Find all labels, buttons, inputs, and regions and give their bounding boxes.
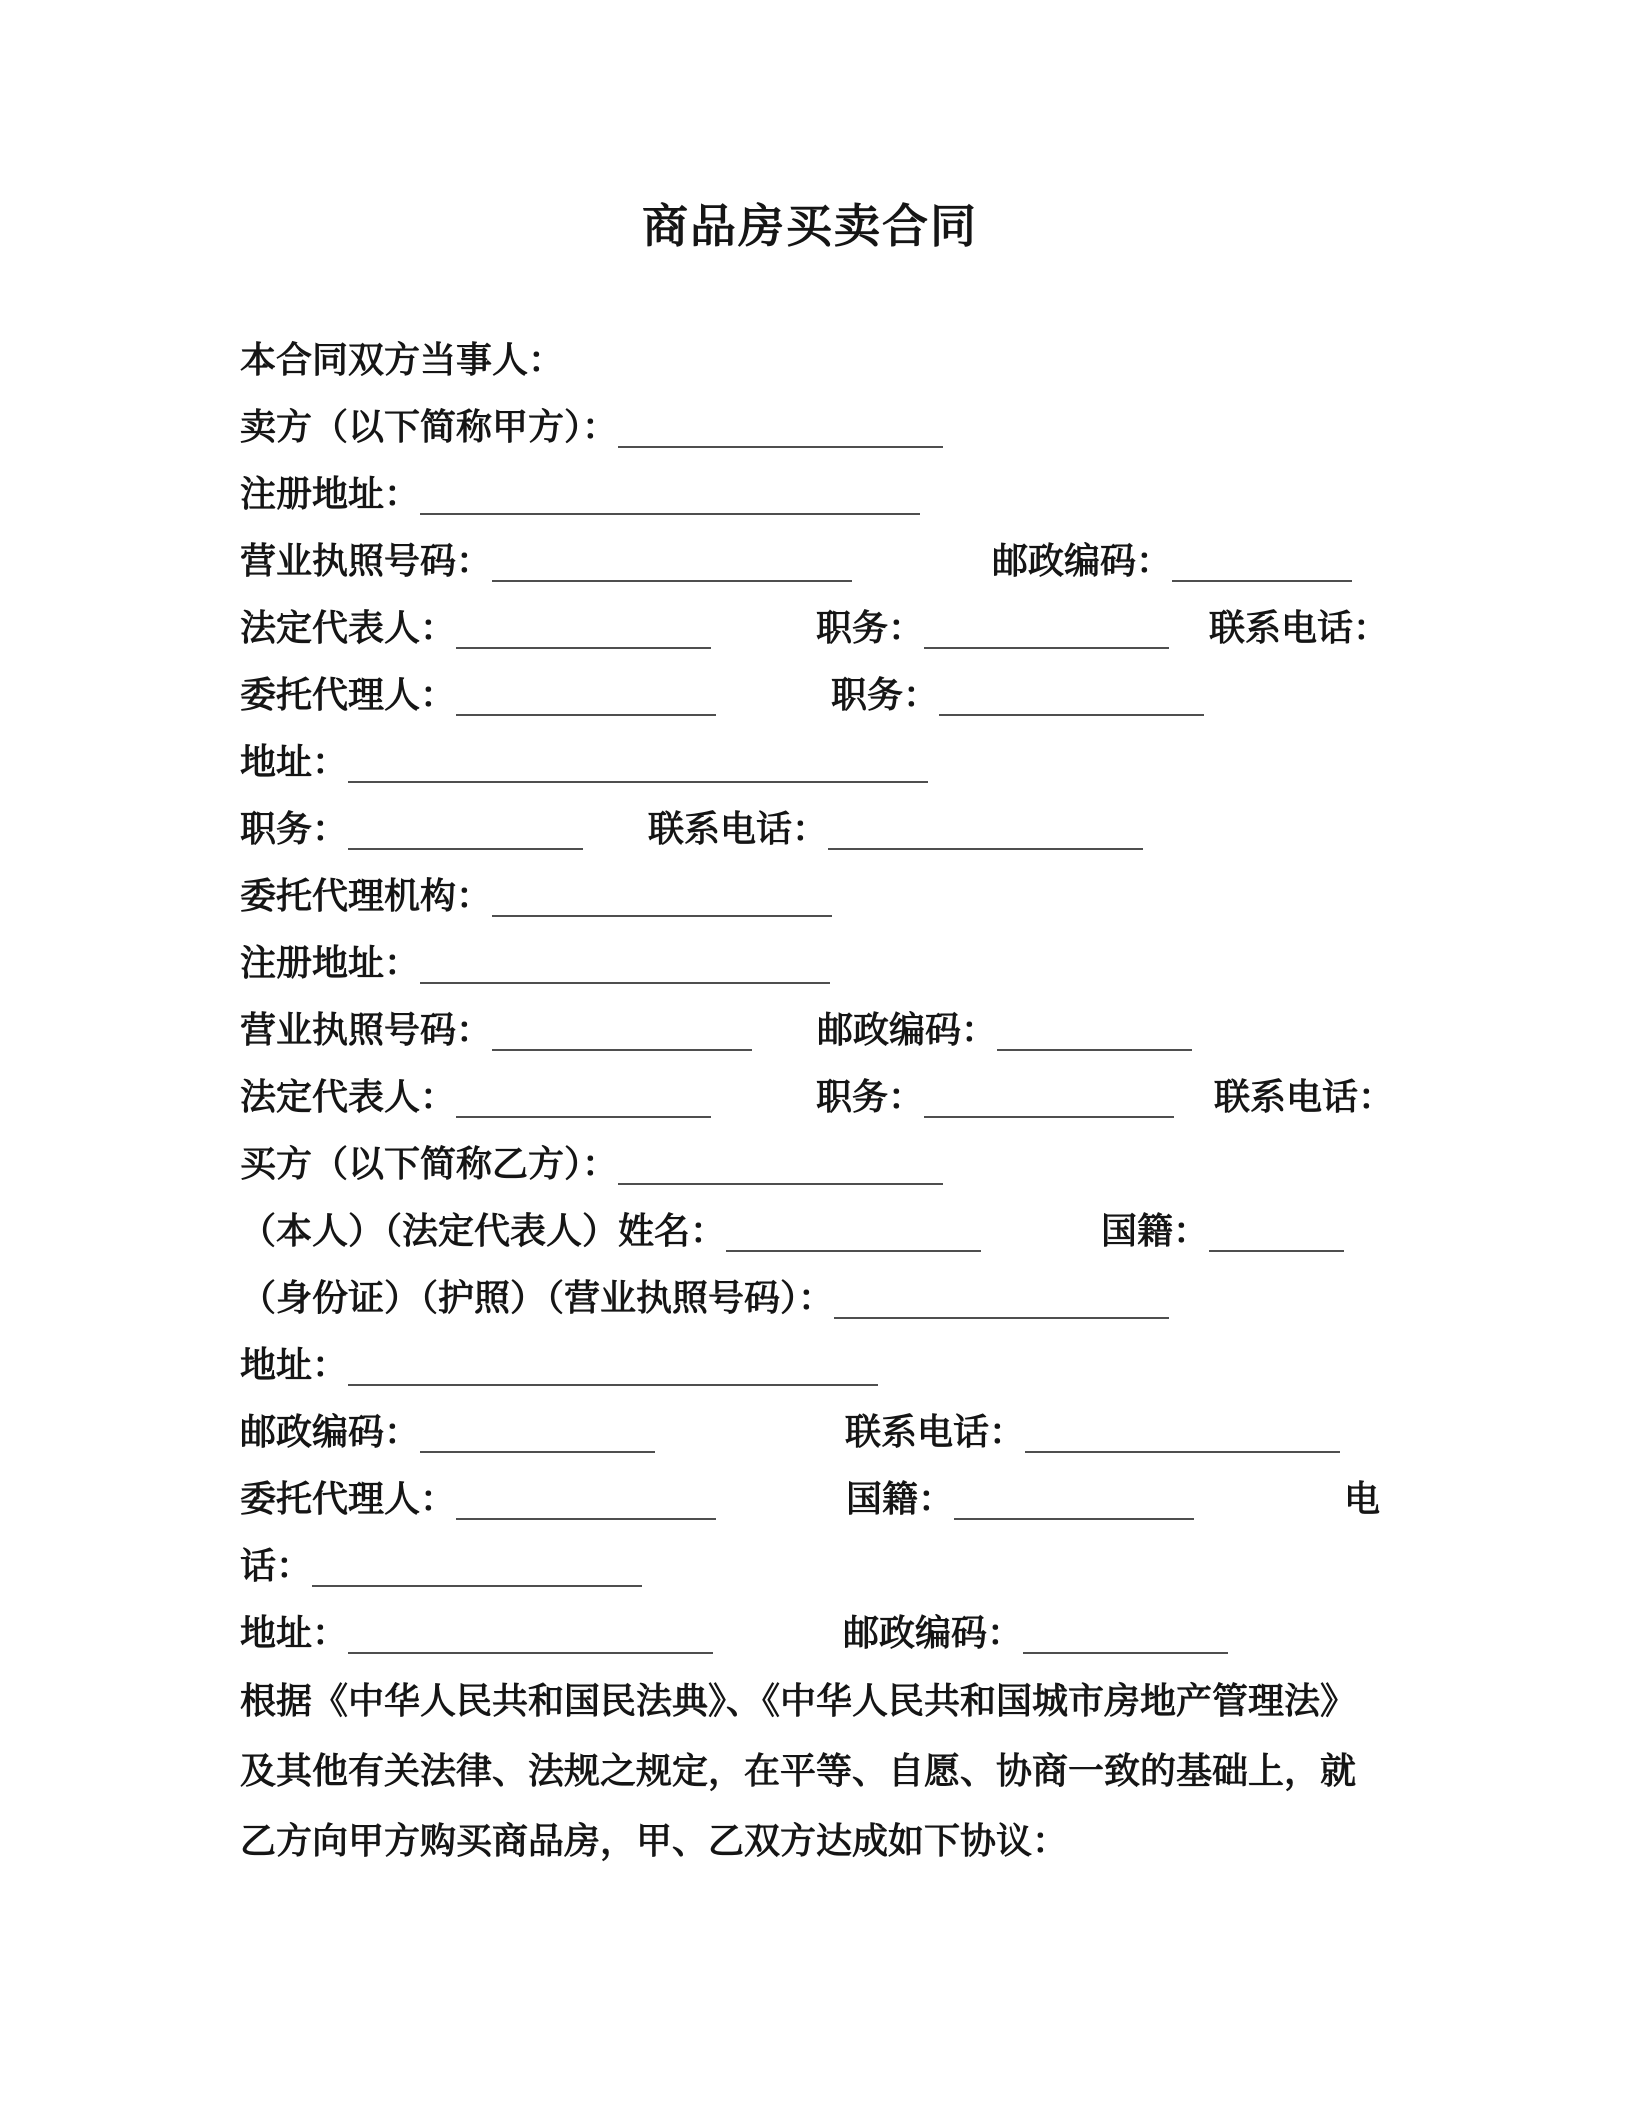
blank-underline-field [1025,1449,1340,1453]
blank-underline-field [348,1382,878,1386]
field-label: 联系电话： [845,1411,1026,1452]
field-label: 邮政编码： [992,540,1173,581]
form-line [240,1465,1380,1532]
field-label: 职务： [816,1076,925,1117]
field-label: 职务： [831,674,940,715]
field-label: 国籍： [846,1478,955,1519]
form-line [240,996,1380,1063]
field-label: 国籍： [1101,1210,1210,1251]
field-label: 话： [240,1545,313,1586]
field-label: 职务： [240,808,349,849]
field-label: 联系电话： [648,808,829,849]
blank-underline-field [420,980,830,984]
blank-underline-field [1172,578,1352,582]
blank-underline-field [828,846,1143,850]
field-label: 委托代理人： [240,1478,457,1519]
field-label: 注册地址： [240,473,421,514]
closing-paragraph-line: 及其他有关法律、法规之规定，在平等、自愿、协商一致的基础上，就 [240,1750,1357,1791]
field-label: 本合同双方当事人： [240,339,565,380]
blank-underline-field [456,1114,711,1118]
field-label: 邮政编码： [240,1411,421,1452]
document-title: 商品房买卖合同 [642,200,978,252]
blank-underline-field [924,645,1169,649]
field-label: 注册地址： [240,942,421,983]
blank-underline-field [726,1248,981,1252]
blank-underline-field [312,1583,642,1587]
field-label: 邮政编码： [817,1009,998,1050]
field-label: 邮政编码： [843,1612,1024,1653]
field-label: 委托代理机构： [240,875,493,916]
blank-underline-field [1023,1650,1228,1654]
form-line [240,1264,1380,1331]
form-line [240,661,1380,728]
form-line [240,1331,1380,1398]
field-label: 职务： [816,607,925,648]
blank-underline-field [348,1650,713,1654]
blank-underline-field [954,1516,1194,1520]
form-line [240,728,1380,795]
form-line [240,795,1380,862]
closing-paragraph [240,1666,1380,1876]
blank-underline-field [997,1047,1192,1051]
form-line [240,326,1380,393]
blank-underline-field [492,913,832,917]
blank-underline-field [456,1516,716,1520]
field-label: 卖方（以下简称甲方）： [240,406,619,447]
field-label: 法定代表人： [240,1076,457,1117]
field-label: （身份证）（护照）（营业执照号码）： [240,1277,835,1318]
blank-underline-field [348,846,583,850]
closing-paragraph-line: 乙方向甲方购买商品房，甲、乙双方达成如下协议： [240,1820,1069,1861]
form-line [240,393,1380,460]
form-line [240,1398,1380,1465]
blank-underline-field [456,645,711,649]
blank-underline-field [834,1315,1169,1319]
field-label: 电 [1344,1478,1381,1519]
field-label: 联系电话： [1214,1076,1395,1117]
blank-underline-field [924,1114,1174,1118]
blank-underline-field [618,444,943,448]
form-line [240,1063,1395,1130]
field-label: 地址： [240,1344,349,1385]
form-line [240,1599,1380,1666]
form-line [240,1532,1380,1599]
form-line [240,527,1380,594]
blank-underline-field [492,1047,752,1051]
field-label: 营业执照号码： [240,1009,493,1050]
field-label: 地址： [240,741,349,782]
blank-underline-field [420,511,920,515]
blank-underline-field [348,779,928,783]
closing-paragraph-line: 根据《中华人民共和国民法典》、《中华人民共和国城市房地产管理法》 [240,1680,1357,1721]
field-label: 委托代理人： [240,674,457,715]
blank-underline-field [456,712,716,716]
blank-underline-field [1209,1248,1344,1252]
form-line [240,1130,1380,1197]
field-label: 法定代表人： [240,607,457,648]
field-label: 营业执照号码： [240,540,493,581]
contract-form-lines [240,326,1395,1666]
blank-underline-field [618,1181,943,1185]
form-line [240,1197,1380,1264]
field-label: 联系电话： [1209,607,1390,648]
blank-underline-field [939,712,1204,716]
form-line [240,594,1390,661]
field-label: 买方（以下简称乙方）： [240,1143,619,1184]
form-line [240,929,1380,996]
blank-underline-field [420,1449,655,1453]
blank-underline-field [492,578,852,582]
form-line [240,862,1380,929]
field-label: 地址： [240,1612,349,1653]
form-line [240,460,1380,527]
field-label: （本人）（法定代表人）姓名： [240,1210,727,1251]
